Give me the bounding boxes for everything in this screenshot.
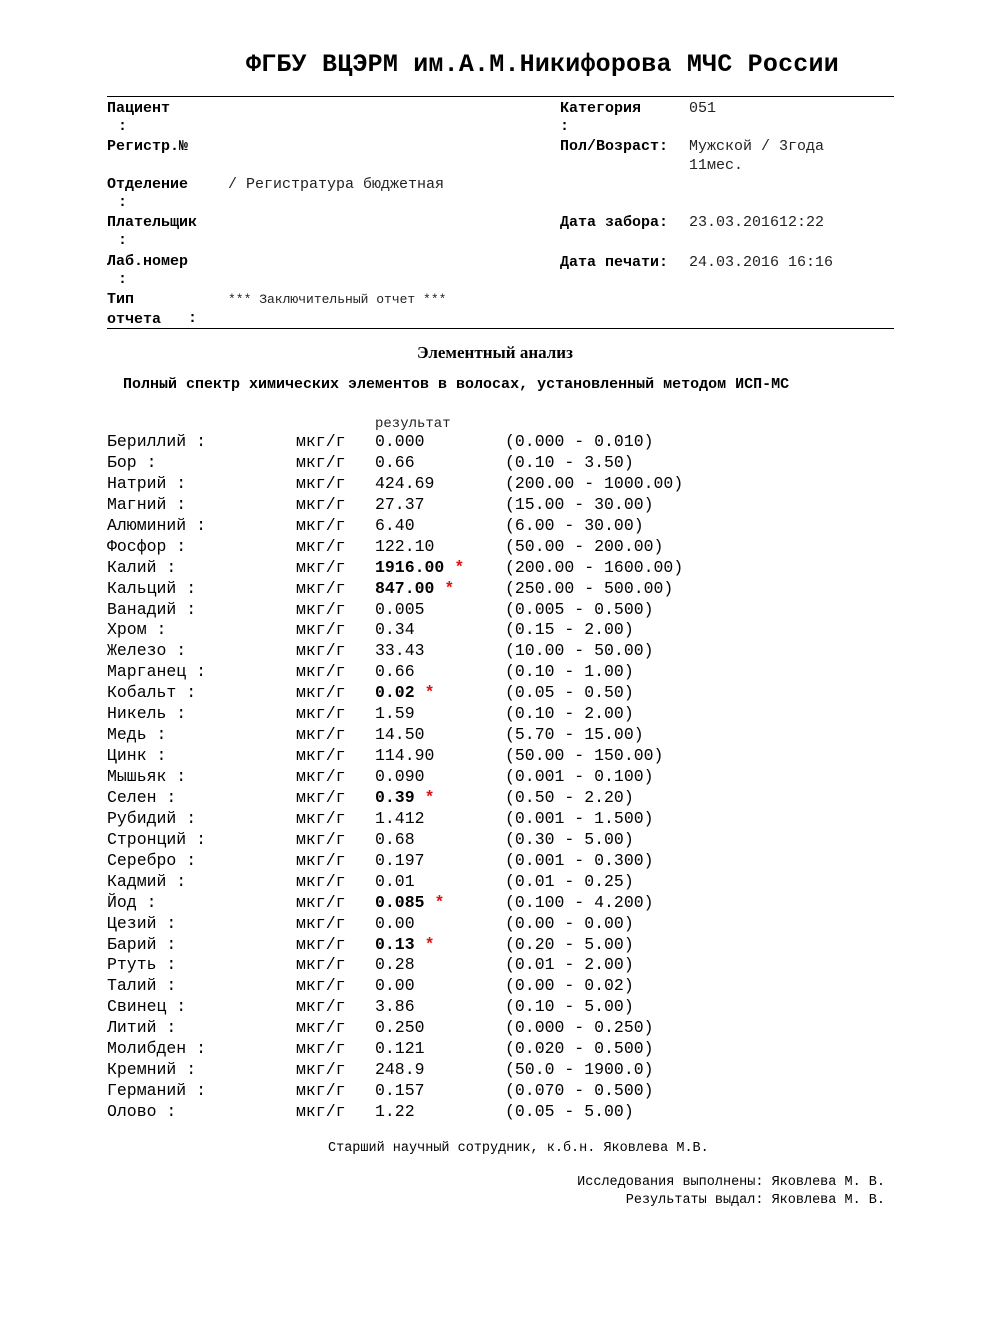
element-value <box>375 704 415 724</box>
element-value <box>375 683 435 703</box>
payer-label-colon: : <box>118 232 128 249</box>
element-name: Цезий : <box>107 913 177 933</box>
patient-label: Пациент <box>107 100 171 117</box>
element-name: Ртуть : <box>107 955 177 975</box>
table-row <box>0 872 1000 893</box>
reference-range: (0.20 - 5.00) <box>505 934 634 954</box>
element-value-number: 1916.00 <box>375 557 445 577</box>
table-row <box>0 788 1000 809</box>
reference-range: (0.001 - 1.500) <box>505 808 654 828</box>
element-unit: мкг/г <box>296 767 346 786</box>
element-value-number: 0.39 <box>375 787 415 807</box>
report-type-label-2: отчета <box>107 311 162 328</box>
reference-range: (0.01 - 2.00) <box>505 955 634 975</box>
registr-label: Регистр.№ <box>107 138 189 155</box>
element-value <box>375 558 464 578</box>
element-name: Мышьяк : <box>107 767 187 786</box>
element-name: Талий : <box>107 976 177 996</box>
element-value <box>375 537 434 557</box>
element-value <box>375 851 425 871</box>
element-value-number: 248.9 <box>375 1060 425 1080</box>
element-value-number: 0.197 <box>375 850 425 870</box>
element-value-number: 33.43 <box>375 641 425 661</box>
category-label: Категория <box>560 100 642 117</box>
element-value-number: 1.22 <box>375 1102 415 1121</box>
print-date-label: Дата печати: <box>560 254 669 271</box>
element-name: Ванадий : <box>107 599 197 619</box>
element-unit: мкг/г <box>296 746 346 766</box>
element-value <box>375 976 415 996</box>
reference-range: (0.10 - 3.50) <box>505 452 634 472</box>
element-value-number: 114.90 <box>375 746 435 766</box>
element-unit: мкг/г <box>296 432 346 451</box>
element-unit: мкг/г <box>296 976 346 996</box>
abnormal-flag-icon: * <box>444 578 455 598</box>
element-value-number: 122.10 <box>375 536 435 556</box>
reference-range: (0.15 - 2.00) <box>505 620 634 640</box>
table-row <box>0 579 1000 600</box>
table-row <box>0 662 1000 683</box>
element-name: Бор : <box>107 452 157 472</box>
element-value-number: 1.59 <box>375 704 415 724</box>
element-name: Йод : <box>107 892 157 912</box>
element-value-number: 1.412 <box>375 808 425 828</box>
element-unit: мкг/г <box>296 557 346 577</box>
element-unit: мкг/г <box>296 934 346 954</box>
element-name: Алюминий : <box>107 515 207 535</box>
table-row <box>0 830 1000 851</box>
analysis-subtitle: Полный спектр химических элементов в волосах, установленный методом ИСП-МС <box>123 376 790 393</box>
table-row <box>0 1102 1000 1123</box>
element-name: Серебро : <box>107 850 197 870</box>
collection-date-value: 23.03.201612:22 <box>689 214 825 231</box>
element-value-number: 0.13 <box>375 934 415 954</box>
reference-range: (250.00 - 500.00) <box>505 578 674 598</box>
abnormal-flag-icon: * <box>424 934 435 954</box>
reference-range: (50.0 - 1900.0) <box>505 1060 654 1080</box>
collection-date-label: Дата забора: <box>560 214 669 231</box>
sex-age-value-line-2: 11мес. <box>689 157 744 174</box>
table-row <box>0 600 1000 621</box>
element-unit: мкг/г <box>296 704 346 724</box>
element-unit: мкг/г <box>296 1039 346 1059</box>
element-unit: мкг/г <box>296 808 346 828</box>
result-column-header: результат <box>375 416 451 432</box>
element-unit: мкг/г <box>296 620 346 640</box>
reference-range: (0.070 - 0.500) <box>505 1081 654 1101</box>
element-unit: мкг/г <box>296 599 346 619</box>
report-type-label-1: Тип <box>107 291 135 308</box>
element-value <box>375 1102 415 1122</box>
element-unit: мкг/г <box>296 725 346 745</box>
reference-range: (15.00 - 30.00) <box>505 494 654 514</box>
reference-range: (6.00 - 30.00) <box>505 515 644 535</box>
element-unit: мкг/г <box>296 1018 346 1038</box>
element-value <box>375 788 435 808</box>
element-value-number: 0.090 <box>375 767 425 786</box>
element-unit: мкг/г <box>296 452 346 472</box>
element-name: Кремний : <box>107 1060 197 1080</box>
element-unit: мкг/г <box>296 892 346 912</box>
table-row <box>0 432 1000 453</box>
reference-range: (0.001 - 0.300) <box>505 850 654 870</box>
element-name: Кальций : <box>107 578 197 598</box>
department-label: Отделение <box>107 176 189 193</box>
patient-label-colon: : <box>118 118 128 135</box>
element-value-number: 14.50 <box>375 725 425 745</box>
element-name: Молибден : <box>107 1039 207 1059</box>
element-name: Марганец : <box>107 662 207 682</box>
reference-range: (0.05 - 5.00) <box>505 1102 634 1121</box>
performed-by-line: Исследования выполнены: Яковлева М. В. <box>577 1175 885 1190</box>
element-value <box>375 725 425 745</box>
table-row <box>0 746 1000 767</box>
report-title: ФГБУ ВЦЭРМ им.А.М.Никифорова МЧС России <box>246 50 839 79</box>
reference-range: (0.005 - 0.500) <box>505 599 654 619</box>
table-row <box>0 725 1000 746</box>
element-value-number: 0.00 <box>375 976 415 996</box>
table-row <box>0 851 1000 872</box>
element-unit: мкг/г <box>296 829 346 849</box>
element-unit: мкг/г <box>296 683 346 703</box>
element-value <box>375 809 425 829</box>
element-name: Кобальт : <box>107 683 197 703</box>
element-name: Литий : <box>107 1018 177 1038</box>
element-value-number: 27.37 <box>375 494 425 514</box>
reference-range: (0.01 - 0.25) <box>505 871 634 891</box>
element-value <box>375 893 444 913</box>
element-value-number: 0.28 <box>375 955 415 975</box>
reference-range: (0.05 - 0.50) <box>505 683 634 703</box>
element-value-number: 0.66 <box>375 662 415 682</box>
table-row <box>0 683 1000 704</box>
element-name: Барий : <box>107 934 177 954</box>
table-row <box>0 997 1000 1018</box>
element-unit: мкг/г <box>296 1060 346 1080</box>
reference-range: (5.70 - 15.00) <box>505 725 644 745</box>
table-row <box>0 893 1000 914</box>
department-value: / Регистратура бюджетная <box>228 176 445 193</box>
element-value <box>375 746 434 766</box>
category-label-colon: : <box>560 118 570 135</box>
reference-range: (10.00 - 50.00) <box>505 641 654 661</box>
element-value-number: 847.00 <box>375 578 435 598</box>
element-name: Рубидий : <box>107 808 197 828</box>
element-value <box>375 579 454 599</box>
element-value-number: 0.085 <box>375 892 425 912</box>
element-value <box>375 495 425 515</box>
element-value <box>375 474 434 494</box>
element-unit: мкг/г <box>296 536 346 556</box>
element-name: Никель : <box>107 704 187 724</box>
element-value <box>375 935 435 955</box>
element-value-number: 0.01 <box>375 871 415 891</box>
element-value-number: 0.121 <box>375 1039 425 1059</box>
element-value <box>375 1081 425 1101</box>
report-type-label-colon: : <box>188 310 198 327</box>
lab-number-label: Лаб.номер <box>107 253 189 270</box>
element-name: Цинк : <box>107 746 167 766</box>
reference-range: (200.00 - 1000.00) <box>505 473 684 493</box>
element-value <box>375 432 425 452</box>
reference-range: (0.000 - 0.010) <box>505 432 654 451</box>
element-name: Селен : <box>107 787 177 807</box>
abnormal-flag-icon: * <box>424 683 435 703</box>
table-row <box>0 914 1000 935</box>
table-row <box>0 704 1000 725</box>
element-value <box>375 1018 425 1038</box>
element-value-number: 0.157 <box>375 1081 425 1101</box>
element-name: Медь : <box>107 725 167 745</box>
reference-range: (0.100 - 4.200) <box>505 892 654 912</box>
element-name: Магний : <box>107 494 187 514</box>
element-unit: мкг/г <box>296 787 346 807</box>
element-unit: мкг/г <box>296 850 346 870</box>
table-row <box>0 516 1000 537</box>
element-value <box>375 830 415 850</box>
abnormal-flag-icon: * <box>434 892 445 912</box>
element-value <box>375 600 425 620</box>
signer-line: Старший научный сотрудник, к.б.н. Яковлева М.В. <box>328 1141 709 1156</box>
reference-range: (0.00 - 0.00) <box>505 913 634 933</box>
element-unit: мкг/г <box>296 1102 346 1121</box>
element-name: Фосфор : <box>107 536 187 556</box>
element-unit: мкг/г <box>296 578 346 598</box>
table-row <box>0 809 1000 830</box>
reference-range: (50.00 - 150.00) <box>505 746 664 766</box>
report-type-value: *** Заключительный отчет *** <box>228 292 447 307</box>
element-value-number: 0.02 <box>375 683 415 703</box>
reference-range: (50.00 - 200.00) <box>505 536 664 556</box>
element-value <box>375 620 415 640</box>
element-name: Свинец : <box>107 997 187 1017</box>
element-value <box>375 1060 425 1080</box>
element-name: Хром : <box>107 620 167 640</box>
reference-range: (200.00 - 1600.00) <box>505 557 684 577</box>
element-unit: мкг/г <box>296 515 346 535</box>
header-divider <box>107 96 894 97</box>
table-row <box>0 935 1000 956</box>
element-value <box>375 872 415 892</box>
results-table <box>0 432 1000 1123</box>
reference-range: (0.001 - 0.100) <box>505 767 654 786</box>
table-row <box>0 1018 1000 1039</box>
element-name: Стронций : <box>107 829 207 849</box>
element-name: Натрий : <box>107 473 187 493</box>
table-row <box>0 453 1000 474</box>
table-row <box>0 976 1000 997</box>
element-unit: мкг/г <box>296 997 346 1017</box>
element-unit: мкг/г <box>296 662 346 682</box>
element-value <box>375 453 415 473</box>
department-label-colon: : <box>118 194 128 211</box>
element-name: Олово : <box>107 1102 177 1121</box>
element-value-number: 0.66 <box>375 452 415 472</box>
table-row <box>0 537 1000 558</box>
element-value <box>375 516 415 536</box>
element-value-number: 0.000 <box>375 432 425 451</box>
table-row <box>0 558 1000 579</box>
table-row <box>0 955 1000 976</box>
reference-range: (0.50 - 2.20) <box>505 787 634 807</box>
table-row <box>0 1039 1000 1060</box>
category-value: 051 <box>689 100 717 117</box>
element-unit: мкг/г <box>296 641 346 661</box>
issued-by-line: Результаты выдал: Яковлева М. В. <box>625 1193 885 1208</box>
reference-range: (0.30 - 5.00) <box>505 829 634 849</box>
reference-range: (0.10 - 5.00) <box>505 997 634 1017</box>
reference-range: (0.020 - 0.500) <box>505 1039 654 1059</box>
element-value-number: 0.005 <box>375 599 425 619</box>
element-name: Кадмий : <box>107 871 187 891</box>
table-row <box>0 495 1000 516</box>
element-name: Бериллий : <box>107 432 207 451</box>
sex-age-value-line-1: Мужской / 3года <box>689 138 825 155</box>
element-name: Германий : <box>107 1081 207 1101</box>
element-unit: мкг/г <box>296 1081 346 1101</box>
sex-age-label: Пол/Возраст: <box>560 138 669 155</box>
element-value-number: 3.86 <box>375 997 415 1017</box>
element-name: Железо : <box>107 641 187 661</box>
patient-info-divider <box>107 328 894 329</box>
payer-label: Плательщик <box>107 214 198 231</box>
element-unit: мкг/г <box>296 913 346 933</box>
reference-range: (0.00 - 0.02) <box>505 976 634 996</box>
element-value <box>375 955 415 975</box>
element-value-number: 6.40 <box>375 515 415 535</box>
element-value-number: 0.00 <box>375 913 415 933</box>
element-value <box>375 641 425 661</box>
section-title: Элементный анализ <box>417 343 573 362</box>
reference-range: (0.10 - 2.00) <box>505 704 634 724</box>
element-value <box>375 662 415 682</box>
print-date-value: 24.03.2016 16:16 <box>689 254 834 271</box>
element-unit: мкг/г <box>296 494 346 514</box>
element-value-number: 0.250 <box>375 1018 425 1038</box>
element-value <box>375 767 425 787</box>
element-value-number: 0.68 <box>375 829 415 849</box>
abnormal-flag-icon: * <box>454 557 465 577</box>
element-unit: мкг/г <box>296 871 346 891</box>
table-row <box>0 641 1000 662</box>
element-unit: мкг/г <box>296 955 346 975</box>
element-value <box>375 914 415 934</box>
element-value <box>375 1039 425 1059</box>
lab-number-label-colon: : <box>118 271 128 288</box>
reference-range: (0.10 - 1.00) <box>505 662 634 682</box>
table-row <box>0 1060 1000 1081</box>
table-row <box>0 767 1000 788</box>
element-name: Калий : <box>107 557 177 577</box>
table-row <box>0 620 1000 641</box>
element-value <box>375 997 415 1017</box>
reference-range: (0.000 - 0.250) <box>505 1018 654 1038</box>
table-row <box>0 1081 1000 1102</box>
element-value-number: 424.69 <box>375 473 435 493</box>
abnormal-flag-icon: * <box>424 787 435 807</box>
element-value-number: 0.34 <box>375 620 415 640</box>
table-row <box>0 474 1000 495</box>
element-unit: мкг/г <box>296 473 346 493</box>
